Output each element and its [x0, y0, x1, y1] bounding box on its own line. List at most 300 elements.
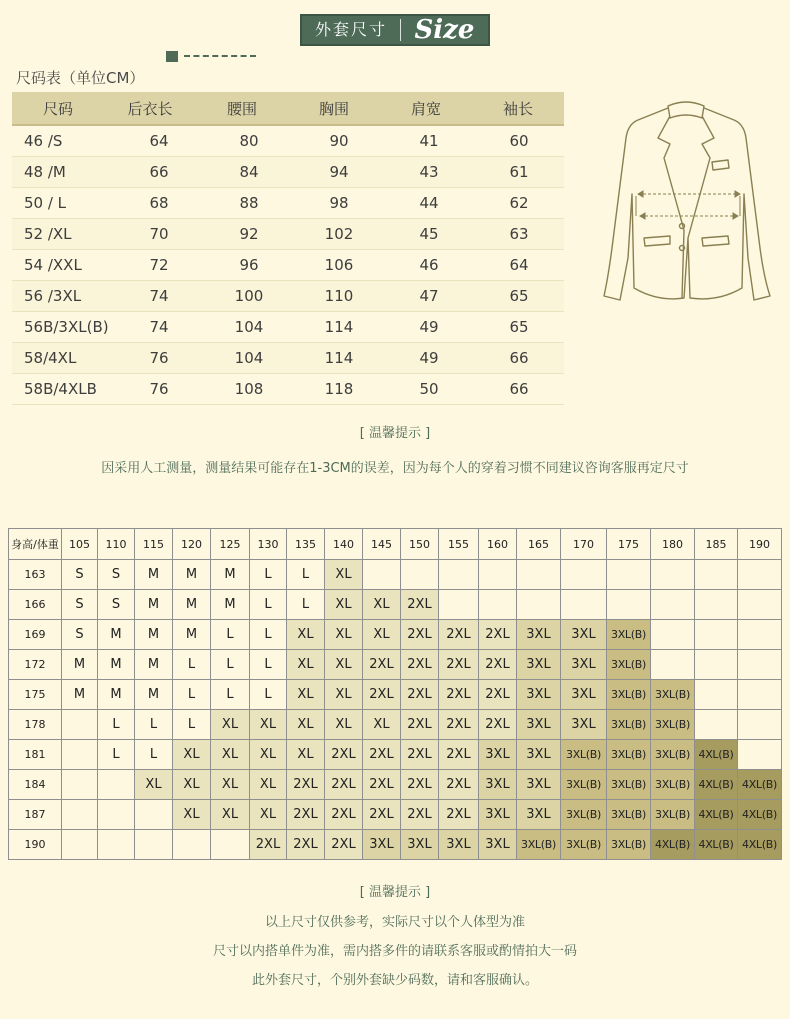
size-cell: XL: [287, 680, 325, 710]
size-cell: 3XL(B): [561, 770, 607, 800]
size-cell: 3XL(B): [607, 620, 651, 650]
size-cell: 3XL: [517, 740, 561, 770]
size-cell: M: [135, 560, 173, 590]
height-label: 166: [9, 590, 62, 620]
size-cell: [517, 560, 561, 590]
size-cell: 3XL(B): [607, 770, 651, 800]
measurement-value: 104: [234, 349, 264, 367]
measurement-value: 60: [509, 132, 529, 150]
height-row: [9, 620, 782, 650]
measurement-value: 46: [419, 256, 439, 274]
size-cell: L: [135, 710, 173, 740]
size-cell: 2XL: [363, 800, 401, 830]
size-cell: XL: [250, 740, 287, 770]
size-label: 56 /3XL: [24, 287, 82, 305]
size-cell: 4XL(B): [695, 800, 738, 830]
size-cell: [607, 560, 651, 590]
measurement-value: 110: [324, 287, 354, 305]
size-cell: 3XL: [561, 650, 607, 680]
size-cell: 2XL: [325, 770, 363, 800]
size-cell: 3XL(B): [607, 680, 651, 710]
size-cell: [363, 560, 401, 590]
banner-title-en: Size: [414, 15, 475, 45]
size-label: 56B/3XL(B): [24, 318, 109, 336]
measurement-value: 106: [324, 256, 354, 274]
measurement-value: 108: [234, 380, 264, 398]
size-cell: S: [62, 560, 98, 590]
size-cell: [173, 830, 211, 860]
size-cell: XL: [211, 770, 250, 800]
measurement-row: [12, 157, 564, 188]
size-banner: [300, 14, 490, 46]
measurement-value: 41: [419, 132, 439, 150]
size-cell: M: [98, 620, 135, 650]
size-cell: M: [211, 560, 250, 590]
weight-header: 175: [607, 529, 651, 560]
header-cell: 胸围: [318, 99, 349, 118]
size-cell: XL: [173, 800, 211, 830]
size-cell: 3XL: [517, 680, 561, 710]
size-cell: XL: [325, 710, 363, 740]
size-cell: [695, 680, 738, 710]
weight-header: 115: [135, 529, 173, 560]
height-label: 187: [9, 800, 62, 830]
size-cell: XL: [250, 710, 287, 740]
size-cell: [738, 590, 782, 620]
size-cell: [98, 770, 135, 800]
size-cell: 2XL: [401, 710, 439, 740]
size-cell: 2XL: [401, 800, 439, 830]
size-cell: XL: [250, 770, 287, 800]
size-cell: 3XL: [517, 710, 561, 740]
size-cell: [98, 830, 135, 860]
size-cell: 3XL: [479, 830, 517, 860]
measurement-table: [12, 92, 564, 405]
size-cell: [695, 650, 738, 680]
size-cell: 3XL(B): [561, 830, 607, 860]
height-label: 181: [9, 740, 62, 770]
size-cell: L: [211, 680, 250, 710]
size-cell: M: [173, 560, 211, 590]
measurement-value: 65: [509, 318, 529, 336]
size-cell: 3XL(B): [651, 800, 695, 830]
size-cell: 2XL: [401, 680, 439, 710]
height-row: [9, 590, 782, 620]
size-label: 58B/4XLB: [24, 380, 97, 398]
size-cell: 3XL: [561, 620, 607, 650]
size-cell: 4XL(B): [695, 830, 738, 860]
size-cell: 2XL: [401, 620, 439, 650]
size-cell: [439, 560, 479, 590]
measurement-value: 88: [239, 194, 259, 212]
decorative-divider: [166, 52, 256, 60]
measurement-value: 62: [509, 194, 529, 212]
size-cell: M: [98, 650, 135, 680]
size-cell: L: [173, 710, 211, 740]
weight-header: 170: [561, 529, 607, 560]
size-cell: 3XL(B): [561, 740, 607, 770]
size-label: 54 /XXL: [24, 256, 82, 274]
weight-header: 130: [250, 529, 287, 560]
size-cell: 2XL: [439, 710, 479, 740]
weight-header: 105: [62, 529, 98, 560]
size-cell: L: [250, 650, 287, 680]
size-cell: [135, 830, 173, 860]
height-label: 163: [9, 560, 62, 590]
measurement-value: 44: [419, 194, 439, 212]
size-cell: L: [173, 680, 211, 710]
size-cell: 2XL: [479, 680, 517, 710]
size-cell: 3XL(B): [607, 800, 651, 830]
size-cell: [738, 560, 782, 590]
size-cell: [695, 710, 738, 740]
measurement-value: 118: [324, 380, 354, 398]
size-cell: L: [250, 560, 287, 590]
size-cell: M: [62, 680, 98, 710]
size-cell: [695, 590, 738, 620]
measurement-value: 49: [419, 318, 439, 336]
size-cell: 3XL(B): [651, 770, 695, 800]
measurement-table-header: [12, 92, 564, 126]
size-cell: 2XL: [439, 740, 479, 770]
measurement-value: 64: [509, 256, 529, 274]
size-cell: XL: [363, 620, 401, 650]
size-table-title: 尺码表（单位CM）: [16, 69, 145, 87]
weight-header: 185: [695, 529, 738, 560]
measurement-value: 47: [419, 287, 439, 305]
measurement-value: 80: [239, 132, 259, 150]
size-cell: 4XL(B): [738, 830, 782, 860]
size-cell: [439, 590, 479, 620]
size-label: 58/4XL: [24, 349, 77, 367]
size-cell: XL: [325, 620, 363, 650]
measurement-value: 74: [149, 318, 169, 336]
size-cell: 3XL(B): [651, 740, 695, 770]
height-row: [9, 560, 782, 590]
weight-header: 150: [401, 529, 439, 560]
tips-title: [ 温馨提示 ]: [359, 426, 431, 441]
size-cell: S: [98, 560, 135, 590]
size-cell: XL: [211, 800, 250, 830]
size-cell: 3XL: [561, 680, 607, 710]
height-label: 190: [9, 830, 62, 860]
measurement-value: 66: [509, 349, 529, 367]
size-cell: 3XL: [561, 710, 607, 740]
size-cell: XL: [211, 710, 250, 740]
size-cell: 3XL: [479, 740, 517, 770]
measurement-row: [12, 374, 564, 405]
size-cell: L: [98, 710, 135, 740]
weight-header-row: [9, 529, 782, 560]
height-label: 169: [9, 620, 62, 650]
size-cell: [135, 800, 173, 830]
size-cell: XL: [363, 590, 401, 620]
tips-title-2: [ 温馨提示 ]: [359, 885, 431, 900]
size-cell: 4XL(B): [651, 830, 695, 860]
size-cell: 3XL(B): [651, 680, 695, 710]
measurement-value: 84: [239, 163, 259, 181]
size-cell: 3XL: [517, 800, 561, 830]
tips-text: 因采用人工测量，测量结果可能存在1-3CM的误差，因为每个人的穿着习惯不同建议咨询客服再定尺寸: [101, 461, 689, 476]
size-cell: 2XL: [439, 770, 479, 800]
size-cell: 2XL: [439, 650, 479, 680]
size-cell: 2XL: [287, 830, 325, 860]
weight-header: 110: [98, 529, 135, 560]
size-cell: 3XL: [479, 770, 517, 800]
grid-corner-label: 身高/体重: [9, 529, 62, 560]
size-cell: 3XL(B): [607, 650, 651, 680]
measurement-value: 43: [419, 163, 439, 181]
size-cell: 3XL: [401, 830, 439, 860]
size-cell: XL: [173, 740, 211, 770]
size-cell: 4XL(B): [738, 770, 782, 800]
height-row: [9, 740, 782, 770]
size-cell: M: [98, 680, 135, 710]
measurement-value: 65: [509, 287, 529, 305]
weight-header: 145: [363, 529, 401, 560]
size-cell: [62, 800, 98, 830]
weight-header: 165: [517, 529, 561, 560]
size-cell: 2XL: [250, 830, 287, 860]
header-cell: 肩宽: [410, 99, 441, 118]
size-cell: XL: [325, 650, 363, 680]
measurement-row: [12, 312, 564, 343]
weight-header: 140: [325, 529, 363, 560]
tips-text-1: 以上尺寸仅供参考，实际尺寸以个人体型为准: [264, 915, 525, 930]
size-cell: L: [250, 620, 287, 650]
size-cell: M: [173, 590, 211, 620]
size-cell: [561, 590, 607, 620]
size-cell: L: [211, 650, 250, 680]
size-cell: 2XL: [479, 650, 517, 680]
jacket-diagram-icon: [598, 98, 774, 310]
header-cell: 尺码: [42, 99, 73, 118]
size-cell: [607, 590, 651, 620]
size-cell: 3XL: [517, 770, 561, 800]
measurement-value: 50: [419, 380, 439, 398]
size-cell: [211, 830, 250, 860]
size-cell: [517, 590, 561, 620]
size-cell: XL: [287, 620, 325, 650]
size-label: 46 /S: [24, 132, 63, 150]
size-cell: [62, 710, 98, 740]
measurement-value: 104: [234, 318, 264, 336]
measurement-value: 76: [149, 380, 169, 398]
header-cell: 后衣长: [127, 99, 173, 118]
size-cell: 2XL: [325, 740, 363, 770]
size-cell: [479, 590, 517, 620]
size-label: 48 /M: [24, 163, 66, 181]
size-cell: 2XL: [287, 800, 325, 830]
size-cell: [651, 590, 695, 620]
size-cell: [62, 770, 98, 800]
size-cell: [738, 740, 782, 770]
banner-title-cn: 外套尺寸: [302, 19, 401, 41]
size-cell: [651, 620, 695, 650]
size-cell: XL: [250, 800, 287, 830]
measurement-table-body: [12, 126, 564, 405]
size-cell: [98, 800, 135, 830]
size-cell: L: [173, 650, 211, 680]
size-cell: 3XL: [479, 800, 517, 830]
size-cell: 2XL: [363, 770, 401, 800]
size-cell: 3XL(B): [517, 830, 561, 860]
size-cell: 2XL: [479, 620, 517, 650]
weight-header: 155: [439, 529, 479, 560]
measurement-row: [12, 281, 564, 312]
size-cell: L: [287, 560, 325, 590]
height-label: 184: [9, 770, 62, 800]
size-cell: [62, 830, 98, 860]
measurement-value: 114: [324, 349, 354, 367]
size-cell: XL: [287, 740, 325, 770]
size-cell: M: [211, 590, 250, 620]
size-cell: L: [250, 590, 287, 620]
size-cell: XL: [173, 770, 211, 800]
size-cell: 3XL(B): [607, 830, 651, 860]
weight-header: 180: [651, 529, 695, 560]
size-cell: [401, 560, 439, 590]
size-cell: 3XL(B): [607, 710, 651, 740]
size-cell: M: [173, 620, 211, 650]
measurement-value: 76: [149, 349, 169, 367]
measurement-value: 63: [509, 225, 529, 243]
size-cell: XL: [325, 590, 363, 620]
size-cell: S: [62, 620, 98, 650]
measurement-value: 49: [419, 349, 439, 367]
size-cell: S: [62, 590, 98, 620]
weight-header: 120: [173, 529, 211, 560]
height-label: 175: [9, 680, 62, 710]
measurement-value: 94: [329, 163, 349, 181]
measurement-value: 61: [509, 163, 529, 181]
size-cell: [479, 560, 517, 590]
size-cell: 2XL: [439, 800, 479, 830]
measurement-value: 72: [149, 256, 169, 274]
measurement-row: [12, 126, 564, 157]
size-cell: M: [135, 680, 173, 710]
header-cell: 袖长: [502, 99, 533, 118]
size-cell: [738, 680, 782, 710]
size-cell: XL: [363, 710, 401, 740]
size-label: 50 / L: [24, 194, 67, 212]
measurement-row: [12, 219, 564, 250]
weight-header: 160: [479, 529, 517, 560]
height-row: [9, 830, 782, 860]
size-cell: [651, 560, 695, 590]
size-cell: [738, 620, 782, 650]
size-cell: M: [135, 650, 173, 680]
height-row: [9, 770, 782, 800]
header-cell: 腰围: [226, 99, 257, 118]
height-row: [9, 710, 782, 740]
size-cell: [738, 710, 782, 740]
size-cell: 2XL: [363, 680, 401, 710]
measurement-value: 98: [329, 194, 349, 212]
size-cell: [738, 650, 782, 680]
size-cell: 4XL(B): [738, 800, 782, 830]
size-cell: 2XL: [363, 740, 401, 770]
size-cell: 2XL: [479, 710, 517, 740]
height-row: [9, 800, 782, 830]
size-cell: M: [135, 620, 173, 650]
measurement-row: [12, 250, 564, 281]
measurement-value: 102: [324, 225, 354, 243]
size-cell: L: [250, 680, 287, 710]
height-row: [9, 680, 782, 710]
measurement-value: 64: [149, 132, 169, 150]
weight-header: 190: [738, 529, 782, 560]
measurement-row: [12, 188, 564, 219]
size-cell: M: [62, 650, 98, 680]
measurement-value: 92: [239, 225, 259, 243]
size-cell: 2XL: [363, 650, 401, 680]
measurement-value: 114: [324, 318, 354, 336]
size-cell: 2XL: [439, 680, 479, 710]
size-cell: 2XL: [401, 590, 439, 620]
size-cell: 2XL: [325, 830, 363, 860]
size-cell: [695, 620, 738, 650]
size-cell: 4XL(B): [695, 770, 738, 800]
size-cell: 2XL: [401, 740, 439, 770]
measurement-row: [12, 343, 564, 374]
measurement-value: 96: [239, 256, 259, 274]
size-cell: 2XL: [287, 770, 325, 800]
weight-header: 135: [287, 529, 325, 560]
weight-header: 125: [211, 529, 250, 560]
size-cell: S: [98, 590, 135, 620]
measurement-value: 74: [149, 287, 169, 305]
size-cell: [695, 560, 738, 590]
size-cell: 3XL(B): [607, 740, 651, 770]
size-cell: 3XL: [439, 830, 479, 860]
size-cell: M: [135, 590, 173, 620]
size-cell: XL: [325, 680, 363, 710]
size-cell: XL: [135, 770, 173, 800]
measurement-value: 68: [149, 194, 169, 212]
size-cell: XL: [287, 710, 325, 740]
size-cell: L: [98, 740, 135, 770]
measurement-value: 100: [234, 287, 264, 305]
measurement-value: 70: [149, 225, 169, 243]
measurement-value: 66: [509, 380, 529, 398]
size-cell: 3XL: [517, 650, 561, 680]
size-cell: 2XL: [325, 800, 363, 830]
height-label: 172: [9, 650, 62, 680]
measurement-value: 45: [419, 225, 439, 243]
size-cell: L: [135, 740, 173, 770]
size-cell: 2XL: [401, 650, 439, 680]
size-cell: XL: [287, 650, 325, 680]
height-row: [9, 650, 782, 680]
size-cell: 3XL: [363, 830, 401, 860]
size-cell: 3XL(B): [561, 800, 607, 830]
size-cell: XL: [211, 740, 250, 770]
size-cell: L: [287, 590, 325, 620]
size-cell: 3XL: [517, 620, 561, 650]
size-cell: 4XL(B): [695, 740, 738, 770]
height-weight-size-grid: [8, 528, 782, 860]
size-cell: [62, 740, 98, 770]
size-cell: [561, 560, 607, 590]
measurement-value: 66: [149, 163, 169, 181]
size-cell: L: [211, 620, 250, 650]
size-cell: 2XL: [401, 770, 439, 800]
tips-text-2: 尺寸以内搭单件为准，需内搭多件的请联系客服或酌情拍大一码: [212, 944, 577, 959]
tips-text-3: 此外套尺寸，个别外套缺少码数，请和客服确认。: [251, 973, 538, 988]
divider-square-icon: [166, 51, 178, 62]
size-cell: XL: [325, 560, 363, 590]
